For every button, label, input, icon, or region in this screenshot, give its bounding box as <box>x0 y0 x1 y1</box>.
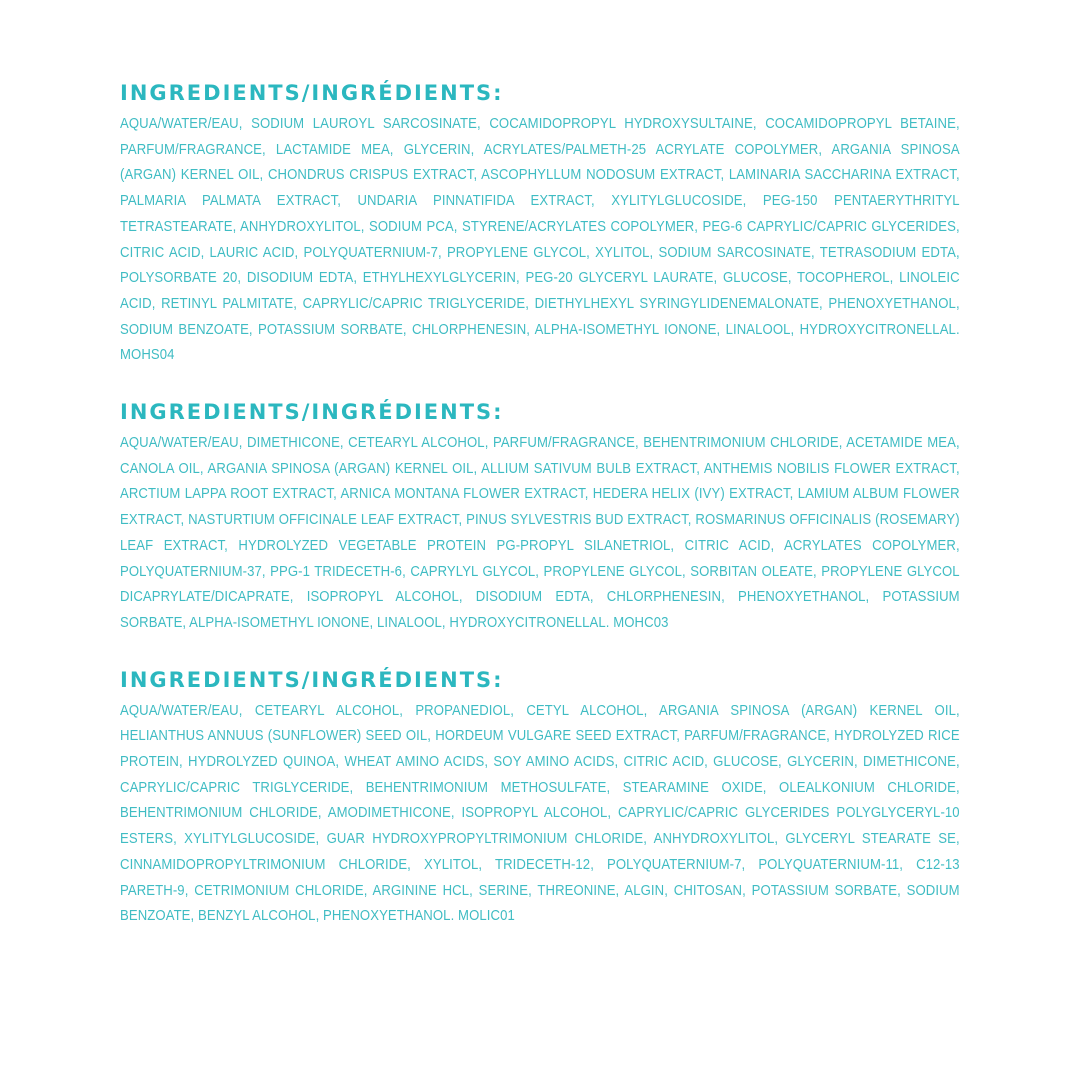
ingredients-list: AQUA/WATER/EAU, DIMETHICONE, CETEARYL ALCOHOL, PARFUM/FRAGRANCE, BEHENTRIMONIUM CHLORIDE, ACETAMIDE MEA, CANOLA OIL, ARGANIA SPINOSA (ARGAN) KERNEL OIL, ALLIUM SATIVUM BULB EXTRACT, ANTHEMIS NOBILIS FLOWER EXTRACT, ARCTIUM LAPPA ROOT EXTRACT, ARNICA MONTANA FLOWER EXTRACT, HEDERA HELIX (IVY) EXTRACT, LAMIUM ALBUM FLOWER EXTRACT, NASTURTIUM OFFICINALE LEAF EXTRACT, PINUS SYLVESTRIS BUD EXTRACT, ROSMARINUS OFFICINALIS (ROSEMARY) LEAF EXTRACT, HYDROLYZED VEGETABLE PROTEIN PG-PROPYL SILANETRIOL, CITRIC ACID, ACRYLATES COPOLYMER, POLYQUATERNIUM-37, PPG-1 TRIDECETH-6, CAPRYLYL GLYCOL, PROPYLENE GLYCOL, SORBITAN OLEATE, PROPYLENE GLYCOL DICAPRYLATE/DICAPRATE, ISOPROPYL ALCOHOL, DISODIUM EDTA, CHLORPHENESIN, PHENOXYETHANOL, POTASSIUM SORBATE, ALPHA-ISOMETHYL IONONE, LINALOOL, HYDROXYCITRONELLAL. MOHC03 <box>120 435 960 631</box>
ingredients-document <box>120 80 960 960</box>
ingredients-list: AQUA/WATER/EAU, CETEARYL ALCOHOL, PROPANEDIOL, CETYL ALCOHOL, ARGANIA SPINOSA (ARGAN) KERNEL OIL, HELIANTHUS ANNUUS (SUNFLOWER) SEED OIL, HORDEUM VULGARE SEED EXTRACT, PARFUM/FRAGRANCE, HYDROLYZED RICE PROTEIN, HYDROLYZED QUINOA, WHEAT AMINO ACIDS, SOY AMINO ACIDS, CITRIC ACID, GLUCOSE, GLYCERIN, DIMETHICONE, CAPRYLIC/CAPRIC TRIGLYCERIDE, BEHENTRIMONIUM METHOSULFATE, STEARAMINE OXIDE, OLEALKONIUM CHLORIDE, BEHENTRIMONIUM CHLORIDE, AMODIMETHICONE, ISOPROPYL ALCOHOL, CAPRYLIC/CAPRIC GLYCERIDES POLYGLYCERYL-10 ESTERS, XYLITYLGLUCOSIDE, GUAR HYDROXYPROPYLTRIMONIUM CHLORIDE, ANHYDROXYLITOL, GLYCERYL STEARATE SE, CINNAMIDOPROPYLTRIMONIUM CHLORIDE, XYLITOL, TRIDECETH-12, POLYQUATERNIUM-7, POLYQUATERNIUM-11, C12-13 PARETH-9, CETRIMONIUM CHLORIDE, ARGININE HCL, SERINE, THREONINE, ALGIN, CHITOSAN, POTASSIUM SORBATE, SODIUM BENZOATE, BENZYL ALCOHOL, PHENOXYETHANOL. MOLIC01 <box>120 702 960 925</box>
ingredients-section-2 <box>120 399 960 637</box>
section-heading: INGREDIENTS/INGRÉDIENTS: <box>120 667 504 692</box>
section-heading: INGREDIENTS/INGRÉDIENTS: <box>120 81 504 105</box>
ingredients-section-1 <box>120 80 960 369</box>
ingredients-list: AQUA/WATER/EAU, SODIUM LAUROYL SARCOSINATE, COCAMIDOPROPYL HYDROXYSULTAINE, COCAMIDOPROPYL BETAINE, PARFUM/FRAGRANCE, LACTAMIDE MEA, GLYCERIN, ACRYLATES/PALMETH-25 ACRYLATE COPOLYMER, ARGANIA SPINOSA (ARGAN) KERNEL OIL, CHONDRUS CRISPUS EXTRACT, ASCOPHYLLUM NODOSUM EXTRACT, LAMINARIA SACCHARINA EXTRACT, PALMARIA PALMATA EXTRACT, UNDARIA PINNATIFIDA EXTRACT, XYLITYLGLUCOSIDE, PEG-150 PENTAERYTHRITYL TETRASTEARATE, ANHYDROXYLITOL, SODIUM PCA, STYRENE/ACRYLATES COPOLYMER, PEG-6 CAPRYLIC/CAPRIC GLYCERIDES, CITRIC ACID, LAURIC ACID, POLYQUATERNIUM-7, PROPYLENE GLYCOL, XYLITOL, SODIUM SARCOSINATE, TETRASODIUM EDTA, POLYSORBATE 20, DISODIUM EDTA, ETHYLHEXYLGLYCERIN, PEG-20 GLYCERYL LAURATE, GLUCOSE, TOCOPHEROL, LINOLEIC ACID, RETINYL PALMITATE, CAPRYLIC/CAPRIC TRIGLYCERIDE, DIETHYLHEXYL SYRINGYLIDENEMALONATE, PHENOXYETHANOL, SODIUM BENZOATE, POTASSIUM SORBATE, CHLORPHENESIN, ALPHA-ISOMETHYL IONONE, LINALOOL, HYDROXYCITRONELLAL. MOHS04 <box>120 116 960 364</box>
section-heading: INGREDIENTS/INGRÉDIENTS: <box>120 400 504 425</box>
ingredients-section-3 <box>120 667 960 930</box>
